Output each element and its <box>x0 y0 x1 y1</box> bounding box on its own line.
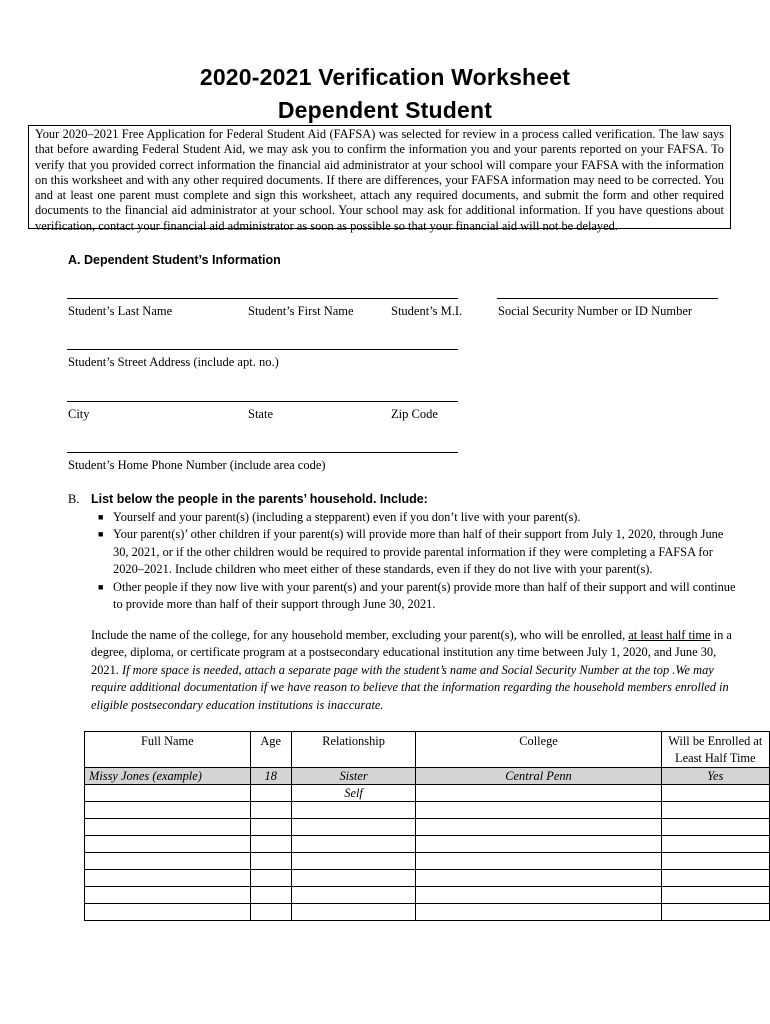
table-row <box>85 785 770 802</box>
cell-full-name[interactable] <box>85 785 251 802</box>
list-item: ■ Your parent(s)’ other children if your parent(s) will provide more than half of their support from July 1, 2020, through June 30, 2021, or if the other children would be required to provide parental information if they were completing a FAFSA for 2020–2021. Include children who meet either of these standards, even if they do not live with your parent(s). <box>98 527 724 577</box>
household-table <box>84 731 770 921</box>
table-row <box>85 870 770 887</box>
table-row <box>85 904 770 921</box>
cell-college[interactable] <box>416 887 661 904</box>
cell-age[interactable] <box>250 870 291 887</box>
example-age: 18 <box>250 768 291 785</box>
table-header-row <box>85 732 770 768</box>
state-label: State <box>248 407 273 421</box>
cell-full-name[interactable] <box>85 904 251 921</box>
cell-relationship-self: Self <box>291 785 416 802</box>
intro-box: Your 2020–2021 Free Application for Federal Student Aid (FAFSA) was selected for review in a process called verification. The law says that before awarding Federal Student Aid, we may ask you to confirm the information you and your parents reported on your FAFSA. To verify that you provided correct information the financial aid administrator at your school will compare your FAFSA with the information on this worksheet and with any other required documents. If there are differences, your FAFSA information may need to be corrected. You and at least one parent must complete and sign this worksheet, attach any required documents, and submit the form and other required documents to the financial aid administrator at your school. Your school may ask for additional information. If you have questions about verification, contact your financial aid administrator as soon as possible so that your financial aid will not be delayed. <box>28 125 731 229</box>
street-input-line[interactable] <box>67 349 458 350</box>
cell-full-name[interactable] <box>85 802 251 819</box>
cell-college[interactable] <box>416 819 661 836</box>
zip-label: Zip Code <box>391 407 438 421</box>
cell-full-name[interactable] <box>85 853 251 870</box>
cell-relationship[interactable] <box>291 819 416 836</box>
example-college: Central Penn <box>416 768 661 785</box>
phone-input-line[interactable] <box>67 452 458 453</box>
table-row <box>85 802 770 819</box>
cell-relationship[interactable] <box>291 870 416 887</box>
cell-relationship[interactable] <box>291 836 416 853</box>
table-row <box>85 836 770 853</box>
worksheet-subtitle: Dependent Student <box>277 97 493 123</box>
first-name-label: Student’s First Name <box>248 304 354 318</box>
example-relationship: Sister <box>291 768 416 785</box>
table-row-example <box>85 768 770 785</box>
cell-college[interactable] <box>416 785 661 802</box>
cell-age[interactable] <box>250 853 291 870</box>
bullet-icon: ■ <box>98 529 104 540</box>
cell-full-name[interactable] <box>85 870 251 887</box>
table-row <box>85 887 770 904</box>
example-full-name: Missy Jones (example) <box>85 768 251 785</box>
header-full-name: Full Name <box>85 732 251 768</box>
cell-age[interactable] <box>250 836 291 853</box>
list-item: ■ Other people if they now live with your parent(s) and your parent(s) provide more than half of their support and will continue to provide more than half of their support through June 30, 2021. <box>98 579 736 612</box>
bullet-icon: ■ <box>98 512 104 522</box>
cell-enrolled[interactable] <box>661 785 769 802</box>
cell-age[interactable] <box>250 904 291 921</box>
cell-enrolled[interactable] <box>661 904 769 921</box>
city-state-zip-input-line[interactable] <box>67 401 458 402</box>
phone-label: Student’s Home Phone Number (include area code) <box>68 458 326 472</box>
table-row <box>85 853 770 870</box>
section-b-heading: List below the people in the parents’ household. Include: <box>91 492 428 506</box>
ssn-label: Social Security Number or ID Number <box>498 304 693 318</box>
household-criteria-list <box>98 509 738 613</box>
cell-college[interactable] <box>416 836 661 853</box>
header-college: College <box>416 732 661 768</box>
mi-label: Student’s M.I. <box>391 304 463 318</box>
cell-college[interactable] <box>416 870 661 887</box>
cell-age[interactable] <box>250 819 291 836</box>
cell-enrolled[interactable] <box>661 802 769 819</box>
cell-age[interactable] <box>250 887 291 904</box>
table-row <box>85 819 770 836</box>
cell-college[interactable] <box>416 853 661 870</box>
cell-relationship[interactable] <box>291 904 416 921</box>
city-label: City <box>68 407 90 421</box>
last-name-label: Student’s Last Name <box>68 304 173 318</box>
ssn-input-line[interactable] <box>497 298 718 299</box>
cell-enrolled[interactable] <box>661 870 769 887</box>
header-relationship: Relationship <box>291 732 416 768</box>
cell-age[interactable] <box>250 802 291 819</box>
cell-age[interactable] <box>250 785 291 802</box>
cell-relationship[interactable] <box>291 887 416 904</box>
cell-enrolled[interactable] <box>661 853 769 870</box>
cell-enrolled[interactable] <box>661 887 769 904</box>
cell-college[interactable] <box>416 904 661 921</box>
worksheet-title: 2020-2021 Verification Worksheet <box>199 64 571 90</box>
header-enrolled: Will be Enrolled at Least Half Time <box>661 732 769 768</box>
list-item: ■ Yourself and your parent(s) (including a stepparent) even if you don’t live with your parent(s). <box>98 509 738 526</box>
section-a-heading: A. Dependent Student’s Information <box>68 253 281 267</box>
section-b-letter: B. <box>68 492 80 506</box>
cell-relationship[interactable] <box>291 853 416 870</box>
name-input-line[interactable] <box>67 298 458 299</box>
bullet-icon: ■ <box>98 581 104 592</box>
header-age: Age <box>250 732 291 768</box>
example-enrolled: Yes <box>661 768 769 785</box>
cell-college[interactable] <box>416 802 661 819</box>
cell-enrolled[interactable] <box>661 819 769 836</box>
cell-relationship[interactable] <box>291 802 416 819</box>
street-label: Student’s Street Address (include apt. no.) <box>68 355 279 369</box>
cell-full-name[interactable] <box>85 836 251 853</box>
cell-full-name[interactable] <box>85 819 251 836</box>
cell-full-name[interactable] <box>85 887 251 904</box>
college-instructions: Include the name of the college, for any household member, excluding your parent(s), who will be enrolled, at least half time in a degree, diploma, or certificate program at a postsecondary educational institution any time between July 1, 2020, and June 30, 2021. If more space is needed, attach a separate page with the student’s name and Social Security Number at the top .We may require additional documentation if we have reason to believe that the information regarding the household members enrolled in eligible postsecondary education institutions is inaccurate. <box>91 628 732 712</box>
cell-enrolled[interactable] <box>661 836 769 853</box>
